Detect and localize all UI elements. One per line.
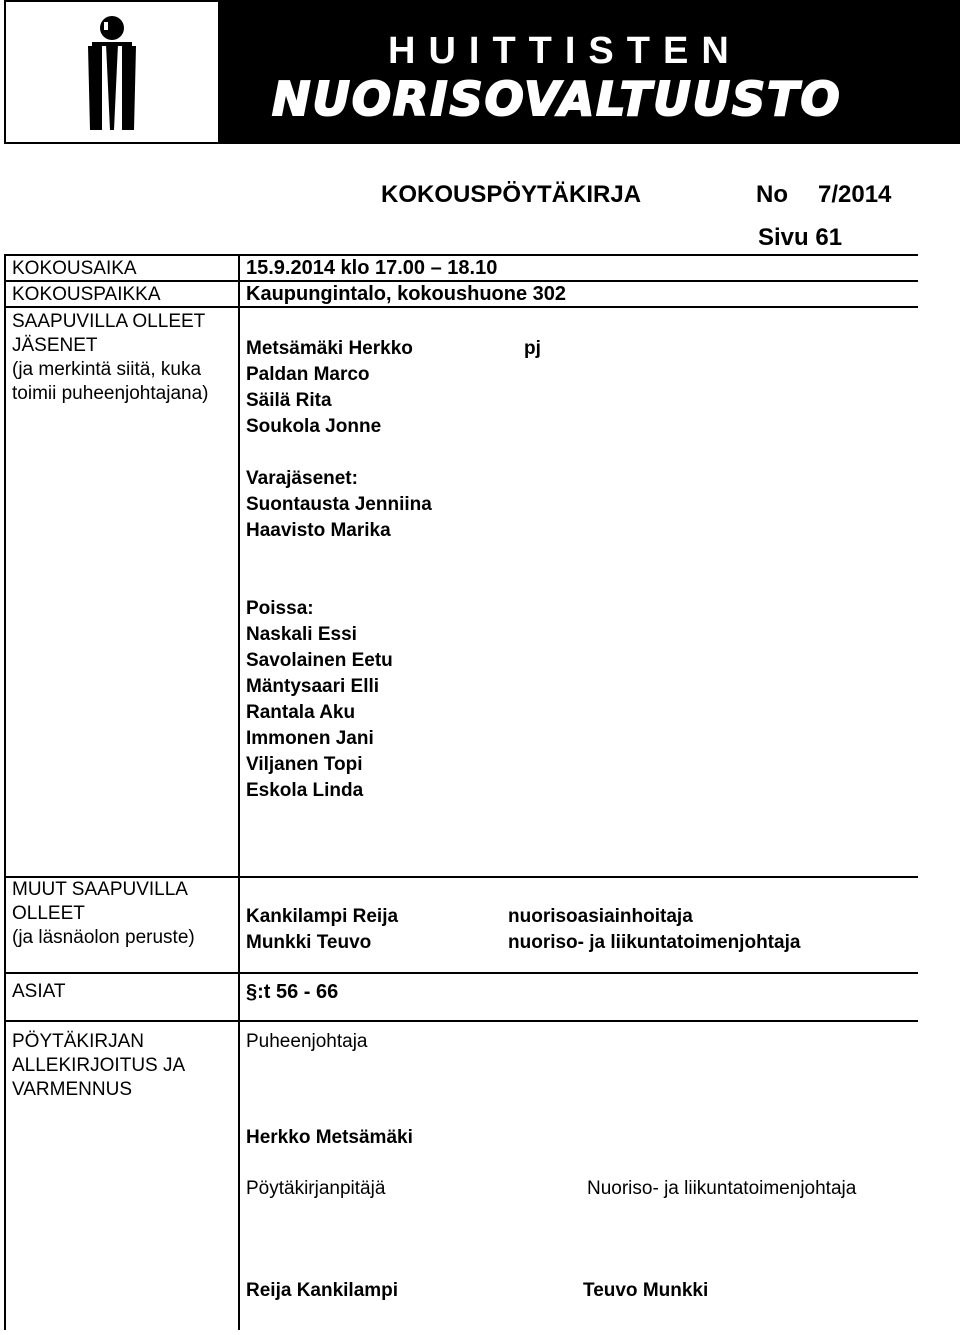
list-item: Viljanen Topi: [246, 754, 363, 775]
chair-name: Herkko Metsämäki: [246, 1127, 413, 1148]
chair-mark: pj: [524, 338, 541, 359]
meeting-time-value: 15.9.2014 klo 17.00 – 18.10: [246, 257, 498, 279]
signatures-label-line: VARMENNUS: [12, 1079, 132, 1100]
list-item: Kankilampi Reija: [246, 906, 399, 927]
list-item: Rantala Aku: [246, 702, 356, 723]
nuorisovaltuusto-logo-icon: [6, 2, 218, 142]
logo-box: [4, 0, 220, 144]
items-label: ASIAT: [12, 981, 66, 1002]
document-number-label: No: [756, 181, 788, 208]
director-name: Teuvo Munkki: [583, 1280, 709, 1301]
signatures-label: [12, 1030, 185, 1102]
others-label-line: (ja läsnäolon peruste): [12, 927, 195, 948]
secretary-name: Reija Kankilampi: [246, 1280, 399, 1301]
list-item: Munkki Teuvo: [246, 932, 372, 953]
members-label-line: JÄSENET: [12, 335, 98, 356]
absent-heading: Poissa:: [246, 598, 314, 619]
members-label: [12, 310, 208, 406]
list-item: Mäntysaari Elli: [246, 676, 380, 697]
members-label-line: toimii puheenjohtajana): [12, 383, 209, 404]
meeting-place-value: Kaupungintalo, kokoushuone 302: [246, 283, 567, 305]
org-name-line2: NUORISOVALTUUSTO: [272, 72, 842, 126]
list-item: Haavisto Marika: [246, 520, 391, 541]
list-item: nuoriso- ja liikuntatoimenjohtaja: [508, 932, 801, 953]
meeting-place-label: KOKOUSPAIKKA: [12, 284, 161, 305]
list-item: Eskola Linda: [246, 780, 364, 801]
director-title: Nuoriso- ja liikuntatoimenjohtaja: [587, 1178, 857, 1199]
others-label: [12, 878, 195, 950]
document-number: 7/2014: [818, 181, 892, 208]
list-item: Metsämäki Herkko: [246, 338, 413, 359]
row-divider: [4, 1020, 918, 1022]
signatures-label-line: ALLEKIRJOITUS JA: [12, 1055, 186, 1076]
secretary-title: Pöytäkirjanpitäjä: [246, 1178, 386, 1199]
others-names: [246, 904, 398, 956]
present-members-list: [246, 336, 413, 440]
others-label-line: MUUT SAAPUVILLA: [12, 879, 188, 900]
row-divider: [4, 972, 918, 974]
list-item: nuorisoasiainhoitaja: [508, 906, 693, 927]
members-label-line: (ja merkintä siitä, kuka: [12, 359, 202, 380]
page-number: Sivu 61: [758, 224, 843, 251]
document-type: KOKOUSPÖYTÄKIRJA: [381, 181, 642, 208]
chair-title: Puheenjohtaja: [246, 1031, 368, 1052]
column-divider: [238, 254, 240, 1330]
list-item: Naskali Essi: [246, 624, 357, 645]
list-item: Säilä Rita: [246, 390, 332, 411]
list-item: Suontausta Jenniina: [246, 494, 432, 515]
table-left-border: [4, 254, 6, 1330]
list-item: Savolainen Eetu: [246, 650, 393, 671]
deputies-heading: Varajäsenet:: [246, 468, 358, 489]
list-item: Immonen Jani: [246, 728, 374, 749]
others-roles: [508, 904, 800, 956]
org-name-line1: HUITTISTEN: [388, 30, 742, 72]
items-value: §:t 56 - 66: [246, 981, 339, 1003]
meeting-time-label: KOKOUSAIKA: [12, 258, 137, 279]
others-label-line: OLLEET: [12, 903, 85, 924]
list-item: Soukola Jonne: [246, 416, 382, 437]
absent-list: [246, 596, 393, 804]
deputies-list: [246, 466, 432, 544]
list-item: Paldan Marco: [246, 364, 370, 385]
signatures-label-line: PÖYTÄKIRJAN: [12, 1031, 144, 1052]
members-label-line: SAAPUVILLA OLLEET: [12, 311, 206, 332]
